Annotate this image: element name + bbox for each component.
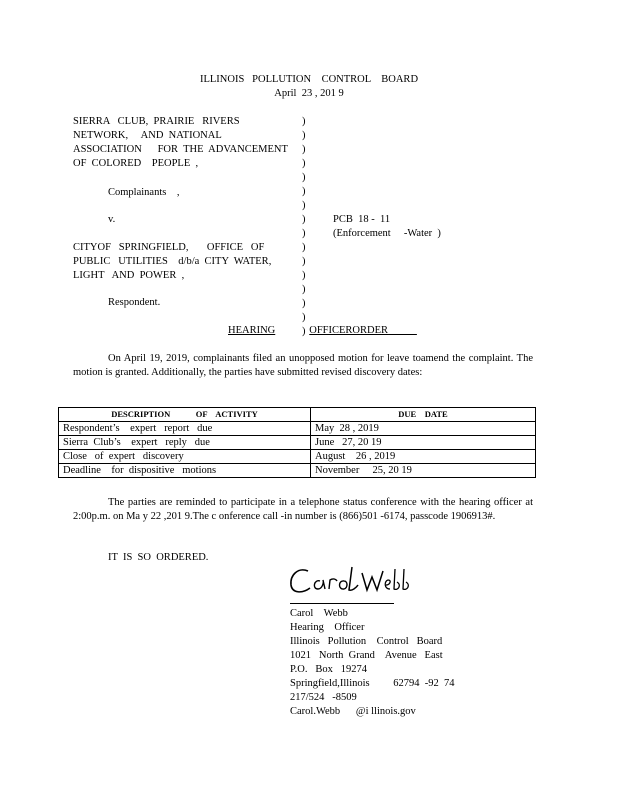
complainants-role: Complainants ,: [108, 187, 180, 198]
respondent-line: LIGHT AND POWER ,: [73, 270, 185, 281]
signer-phone: 217/524 -8509: [290, 692, 357, 703]
complainant-line: SIERRA CLUB, PRAIRIE RIVERS: [73, 116, 240, 127]
case-number: PCB 18 - 11: [333, 214, 391, 225]
column-header-activity: DESCRIPTION OF ACTIVITY: [59, 408, 311, 422]
table-row: [59, 422, 536, 436]
activity-cell: Sierra Club’s expert reply due: [59, 436, 311, 450]
respondent-line: CITYOF SPRINGFIELD, OFFICE OF: [73, 242, 265, 253]
so-ordered: IT IS SO ORDERED.: [108, 552, 209, 563]
activity-cell: Close of expert discovery: [59, 450, 311, 464]
respondent-role: Respondent.: [108, 297, 161, 308]
handwritten-signature: [286, 561, 416, 601]
signer-po-box: P.O. Box 19274: [290, 664, 368, 675]
table-row: [59, 450, 536, 464]
discovery-schedule-table: [58, 407, 536, 478]
activity-cell: Deadline for dispositive motions: [59, 464, 311, 478]
column-header-due-date: DUE DATE: [311, 408, 536, 422]
due-date-cell: November 25, 20 19: [311, 464, 536, 478]
signature-line: [290, 603, 394, 604]
complainant-line: NETWORK, AND NATIONAL: [73, 130, 222, 141]
complainant-line: ASSOCIATION FOR THE ADVANCEMENT: [73, 144, 288, 155]
intro-paragraph: On April 19, 2019, complainants filed an unopposed motion for leave toamend the complaint. The motion is granted. Additionally, the parties have submitted revised discovery dates:: [73, 353, 533, 378]
signer-street: 1021 North Grand Avenue East: [290, 650, 443, 661]
signer-city: Springfield,Illinois 62794 -92 74: [290, 678, 455, 689]
activity-cell: Respondent’s expert report due: [59, 422, 311, 436]
due-date-cell: June 27, 20 19: [311, 436, 536, 450]
signer-email: Carol.Webb @i llinois.gov: [290, 706, 416, 717]
table-header-row: [59, 408, 536, 422]
table-row: [59, 464, 536, 478]
board-title: ILLINOIS POLLUTION CONTROL BOARD: [199, 74, 419, 85]
due-date-cell: May 28 , 2019: [311, 422, 536, 436]
signer-title: Hearing Officer: [290, 622, 365, 633]
table-row: [59, 436, 536, 450]
caption-paren-column: ) ) ) ) ) ) ) ) ) ) ) ) ) ) ) ): [302, 116, 306, 337]
respondent-line: PUBLIC UTILITIES d/b/a CITY WATER,: [73, 256, 272, 267]
due-date-cell: August 26 , 2019: [311, 450, 536, 464]
order-date: April 23 , 201 9: [274, 88, 344, 99]
versus-label: v.: [108, 214, 116, 225]
signer-name: Carol Webb: [290, 608, 348, 619]
signer-organization: Illinois Pollution Control Board: [290, 636, 443, 647]
order-title: HEARING OFFICERORDER: [228, 325, 389, 336]
case-type: (Enforcement -Water ): [333, 228, 441, 239]
reminder-paragraph: The parties are reminded to participate in a telephone status conference with the hearing officer at 2:00p.m. on Ma y 22 ,201 9.The c onference call -in number is (866)501 -6174, passcode 1906913#.: [73, 497, 533, 522]
complainant-line: OF COLORED PEOPLE ,: [73, 158, 199, 169]
